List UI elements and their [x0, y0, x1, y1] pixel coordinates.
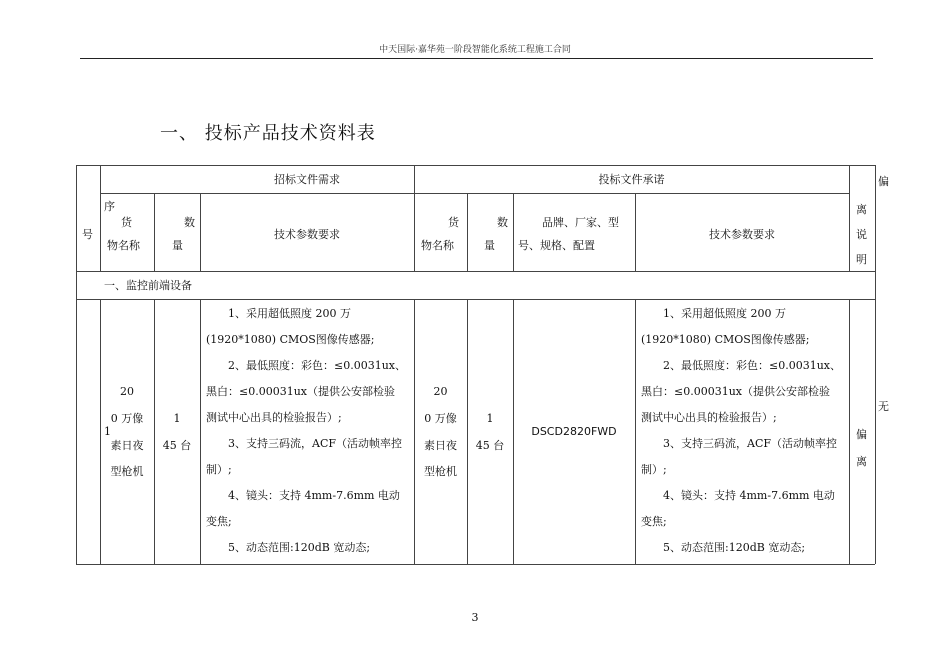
row-bid-spec-line: 1、采用超低照度 200 万 [663, 307, 786, 320]
seq-header-top: 序 [104, 200, 115, 213]
row-qty-2: 45 台 [162, 439, 192, 452]
goods-header-b: 物名称 [107, 239, 140, 252]
row-spec-line: 4、镜头：支持 4mm-7.6mm 电动 [228, 489, 400, 502]
row-name-2: 0 万像 [110, 412, 144, 425]
tech-req-header: 技术参数要求 [274, 228, 340, 241]
table-line [414, 299, 415, 564]
row-bid-name-1: 20 [433, 385, 448, 398]
row-bid-spec-line: 4、镜头：支持 4mm-7.6mm 电动 [663, 489, 835, 502]
row-spec-line: 5、动态范围:120dB 宽动态; [228, 541, 371, 554]
table-line [875, 165, 876, 564]
deviation-header-2: 说 [856, 228, 867, 241]
table-line [849, 299, 850, 564]
row-bid-spec-line: 5、动态范围:120dB 宽动态; [663, 541, 806, 554]
row-spec-line: 测试中心出具的检验报告）; [206, 411, 342, 424]
row-spec-line: 3、支持三码流，ACF（活动帧率控 [228, 437, 402, 450]
section-row-label: 一、监控前端设备 [104, 279, 192, 292]
table-line [100, 193, 849, 194]
tender-requirements-header: 招标文件需求 [274, 173, 340, 186]
table-line [154, 193, 155, 271]
goods2-header-b: 物名称 [421, 239, 454, 252]
row-bid-qty-1: 1 [486, 412, 494, 425]
table-line [635, 299, 636, 564]
table-line [100, 165, 101, 271]
row-deviation-1: 偏 [856, 428, 867, 441]
table-line [154, 299, 155, 564]
row-spec-line: 变焦; [206, 515, 232, 528]
qty-header-a: 数 [184, 216, 195, 229]
table-line [467, 299, 468, 564]
deviation-header-1: 离 [856, 203, 867, 216]
row-spec-line: (1920*1080) CMOS图像传感器; [206, 333, 375, 346]
goods2-header-a: 货 [448, 216, 459, 229]
row-model: DSCD2820FWD [531, 425, 617, 438]
row-bid-spec-line: 黑白：≤0.00031ux（提供公安部检验 [641, 385, 830, 398]
row-bid-qty-2: 45 台 [475, 439, 505, 452]
deviation-header-top: 偏 [878, 175, 889, 188]
deviation-header-3: 明 [856, 253, 867, 266]
row-bid-spec-line: 2、最低照度：彩色：≤0.0031ux、 [663, 359, 841, 372]
brand-header-b: 号、规格、配置 [518, 239, 595, 252]
running-header: 中天国际·嘉华苑一阶段智能化系统工程施工合同 [379, 45, 571, 55]
table-line [76, 165, 875, 166]
row-deviation-2: 离 [856, 455, 867, 468]
tech-req2-header: 技术参数要求 [709, 228, 775, 241]
seq-header-bottom: 号 [82, 228, 93, 241]
table-line [76, 564, 875, 565]
row-bid-spec-line: 测试中心出具的检验报告）; [641, 411, 777, 424]
row-bid-name-2: 0 万像 [424, 412, 457, 425]
row-spec-line: 1、采用超低照度 200 万 [228, 307, 351, 320]
row-name-4: 型枪机 [110, 465, 144, 478]
row-qty-1: 1 [173, 412, 181, 425]
row-bid-name-4: 型枪机 [424, 465, 457, 478]
goods-header-a: 货 [121, 216, 132, 229]
row-spec-line: 黑白：≤0.00031ux（提供公安部检验 [206, 385, 395, 398]
qty2-header-b: 量 [484, 239, 495, 252]
brand-header-a: 品牌、厂家、型 [542, 216, 619, 229]
row-bid-spec-line: 3、支持三码流，ACF（活动帧率控 [663, 437, 837, 450]
table-line [467, 193, 468, 271]
row-bid-spec-line: 变焦; [641, 515, 667, 528]
row-spec-line: 制）; [206, 463, 232, 476]
table-line [100, 299, 101, 564]
bid-commitment-header: 投标文件承诺 [598, 173, 665, 186]
row-bid-name-3: 素日夜 [424, 439, 457, 452]
table-line [76, 299, 875, 300]
row-spec-line: 2、最低照度：彩色：≤0.0031ux、 [228, 359, 406, 372]
qty2-header-a: 数 [497, 216, 508, 229]
row-seq: 1 [104, 425, 111, 438]
row-name-1: 20 [120, 385, 134, 398]
table-line [76, 271, 875, 272]
row-deviation-top: 无 [878, 400, 889, 413]
section-title: 一、 投标产品技术资料表 [160, 123, 376, 144]
row-bid-spec-line: 制）; [641, 463, 667, 476]
row-name-3: 素日夜 [110, 439, 144, 452]
table-line [513, 193, 514, 271]
row-bid-spec-line: (1920*1080) CMOS图像传感器; [641, 333, 810, 346]
table-line [849, 165, 850, 271]
page-number: 3 [471, 611, 479, 624]
table-line [200, 299, 201, 564]
qty-header-b: 量 [172, 239, 183, 252]
table-line [76, 165, 77, 564]
